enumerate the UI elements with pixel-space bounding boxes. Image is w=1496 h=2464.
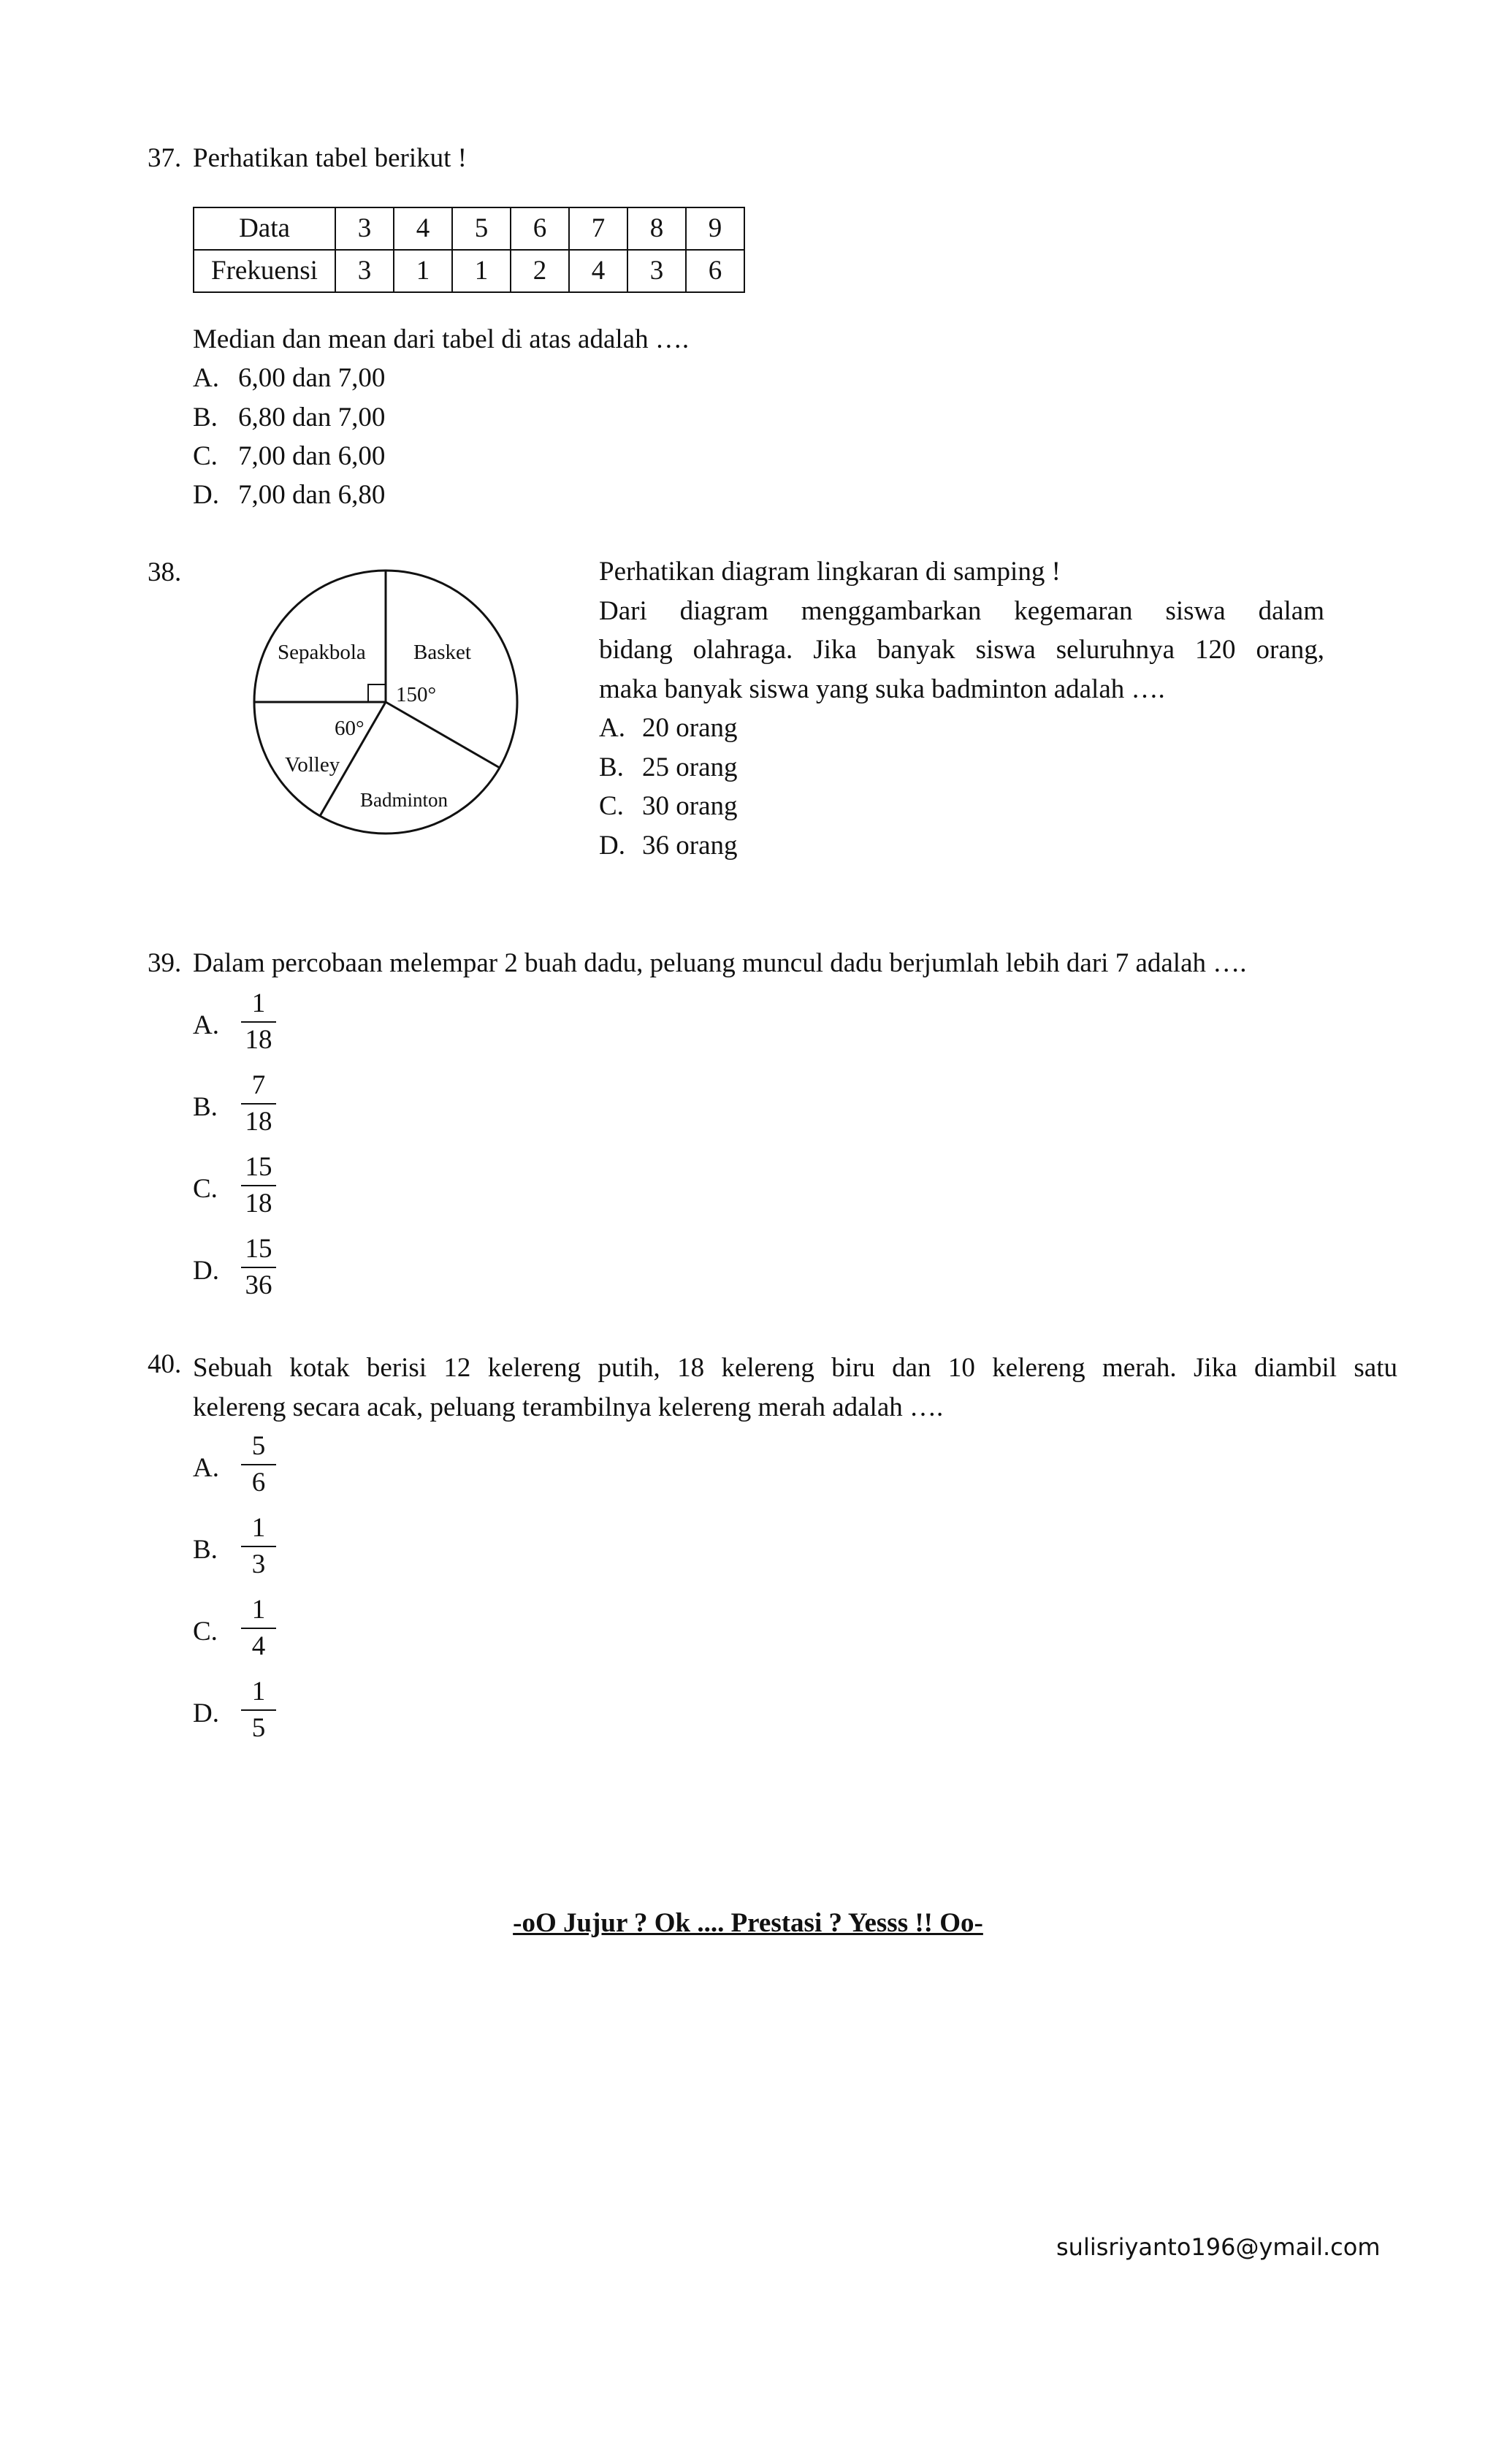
question-number-38: 38.: [148, 557, 182, 587]
fraction: [237, 1233, 280, 1302]
option-letter: C.: [193, 441, 218, 471]
table-cell: 7: [569, 207, 627, 250]
question-number-40: 40.: [148, 1349, 182, 1379]
answer-option-c: [599, 787, 1324, 826]
option-text: 25 orang: [642, 752, 738, 782]
fraction: [237, 1430, 280, 1499]
option-letter: B.: [193, 1535, 218, 1565]
fraction-bar: [241, 1546, 276, 1547]
numerator: 1: [251, 988, 266, 1018]
answer-option-c: [193, 440, 385, 473]
pie-label-volley: Volley: [285, 753, 340, 777]
table-cell: 4: [394, 207, 452, 250]
table-cell: 2: [511, 250, 569, 292]
option-letter: D.: [193, 1256, 219, 1286]
table-cell: 1: [452, 250, 511, 292]
fraction: [237, 1676, 280, 1744]
pie-label-basket: Basket: [413, 641, 471, 664]
denominator: 3: [251, 1549, 266, 1579]
table-cell: 9: [686, 207, 744, 250]
fraction-bar: [241, 1628, 276, 1629]
answer-option-a: [193, 362, 385, 394]
table-cell: 6: [686, 250, 744, 292]
table-cell: 4: [569, 250, 627, 292]
fraction: [237, 1151, 280, 1220]
denominator: 4: [251, 1631, 266, 1661]
option-text: 20 orang: [642, 713, 738, 743]
option-letter: C.: [193, 1617, 218, 1647]
table-cell: 3: [335, 207, 394, 250]
denominator: 18: [245, 1025, 272, 1055]
question-38-line-3: bidang olahraga. Jika banyak siswa seluruhnya 120 orang,: [599, 635, 1324, 665]
option-letter: A.: [193, 1453, 219, 1483]
numerator: 7: [251, 1070, 266, 1100]
fraction: [237, 1069, 280, 1138]
pie-chart: [241, 561, 533, 853]
table-cell: 8: [627, 207, 686, 250]
option-letter: A.: [599, 713, 625, 743]
question-38-line-2: Dari diagram menggambarkan kegemaran siswa dalam: [599, 595, 1324, 626]
table-cell: 3: [627, 250, 686, 292]
question-37-text: Median dan mean dari tabel di atas adalah ….: [193, 324, 690, 354]
question-40-line-1: Sebuah kotak berisi 12 kelereng putih, 18 kelereng biru dan 10 kelereng merah. Jika diambil satu: [193, 1353, 1397, 1383]
fraction-bar: [241, 1267, 276, 1268]
question-number-37: 37.: [148, 143, 182, 173]
option-letter: D.: [599, 830, 625, 861]
frequency-table: [193, 207, 745, 293]
pie-label-badminton: Badminton: [360, 789, 448, 811]
option-letter: B.: [193, 403, 218, 432]
question-40-line-2: kelereng secara acak, peluang terambilnya kelereng merah adalah ….: [193, 1392, 944, 1422]
numerator: 1: [251, 1677, 266, 1706]
footer-motto: -oO Jujur ? Ok .... Prestasi ? Yesss !! Oo-: [513, 1908, 983, 1938]
pie-angle-label-60: 60°: [335, 717, 365, 740]
pie-label-sepakbola: Sepakbola: [278, 641, 366, 664]
question-38-line-1: Perhatikan diagram lingkaran di samping !: [599, 557, 1061, 587]
option-text: 30 orang: [642, 791, 738, 821]
denominator: 18: [245, 1189, 272, 1218]
option-letter: A.: [193, 1010, 219, 1040]
denominator: 18: [245, 1107, 272, 1137]
option-text: 6,00 dan 7,00: [238, 363, 386, 393]
option-letter: C.: [599, 791, 624, 821]
numerator: 15: [245, 1234, 272, 1264]
answer-option-d: [193, 479, 385, 511]
numerator: 1: [251, 1513, 266, 1543]
option-text: 6,80 dan 7,00: [238, 403, 386, 432]
option-letter: A.: [193, 363, 219, 393]
option-text: 7,00 dan 6,00: [238, 441, 386, 471]
table-header-data: Data: [194, 207, 335, 250]
numerator: 15: [245, 1152, 272, 1182]
author-email: sulisriyanto196@ymail.com: [1056, 2233, 1381, 2261]
option-letter: D.: [193, 1698, 219, 1728]
pie-angle-label-150: 150°: [396, 683, 437, 706]
right-angle-marker: [368, 684, 386, 702]
fraction-bar: [241, 1464, 276, 1465]
answer-option-d: [599, 826, 1324, 866]
question-38-line-4: maka banyak siswa yang suka badminton adalah ….: [599, 674, 1165, 704]
option-text: 7,00 dan 6,80: [238, 480, 386, 510]
option-letter: B.: [599, 752, 624, 782]
fraction: [237, 1594, 280, 1663]
question-39-text: Dalam percobaan melempar 2 buah dadu, peluang muncul dadu berjumlah lebih dari 7 adalah ….: [193, 948, 1247, 978]
fraction: [237, 1512, 280, 1581]
table-row-frekuensi: [194, 250, 744, 292]
fraction: [237, 988, 280, 1056]
table-cell: 5: [452, 207, 511, 250]
option-letter: D.: [193, 480, 219, 510]
answer-option-a: [599, 709, 1324, 748]
fraction-bar: [241, 1185, 276, 1186]
table-cell: 1: [394, 250, 452, 292]
table-cell: 6: [511, 207, 569, 250]
table-row-data: [194, 207, 744, 250]
numerator: 5: [251, 1431, 266, 1461]
question-38-text: [599, 552, 1324, 865]
question-40-text: [193, 1349, 1397, 1427]
answer-option-b: [193, 402, 385, 434]
table-header-frekuensi: Frekuensi: [194, 250, 335, 292]
option-letter: B.: [193, 1092, 218, 1122]
denominator: 5: [251, 1713, 266, 1743]
fraction-bar: [241, 1021, 276, 1023]
denominator: 36: [245, 1270, 272, 1300]
table-cell: 3: [335, 250, 394, 292]
pie-divider-badminton-basket: [386, 702, 500, 768]
denominator: 6: [251, 1468, 266, 1498]
option-letter: C.: [193, 1174, 218, 1204]
fraction-bar: [241, 1709, 276, 1711]
question-37-prompt: Perhatikan tabel berikut !: [193, 143, 468, 173]
option-text: 36 orang: [642, 830, 738, 861]
question-number-39: 39.: [148, 948, 182, 978]
fraction-bar: [241, 1103, 276, 1105]
answer-option-b: [599, 748, 1324, 787]
numerator: 1: [251, 1595, 266, 1625]
